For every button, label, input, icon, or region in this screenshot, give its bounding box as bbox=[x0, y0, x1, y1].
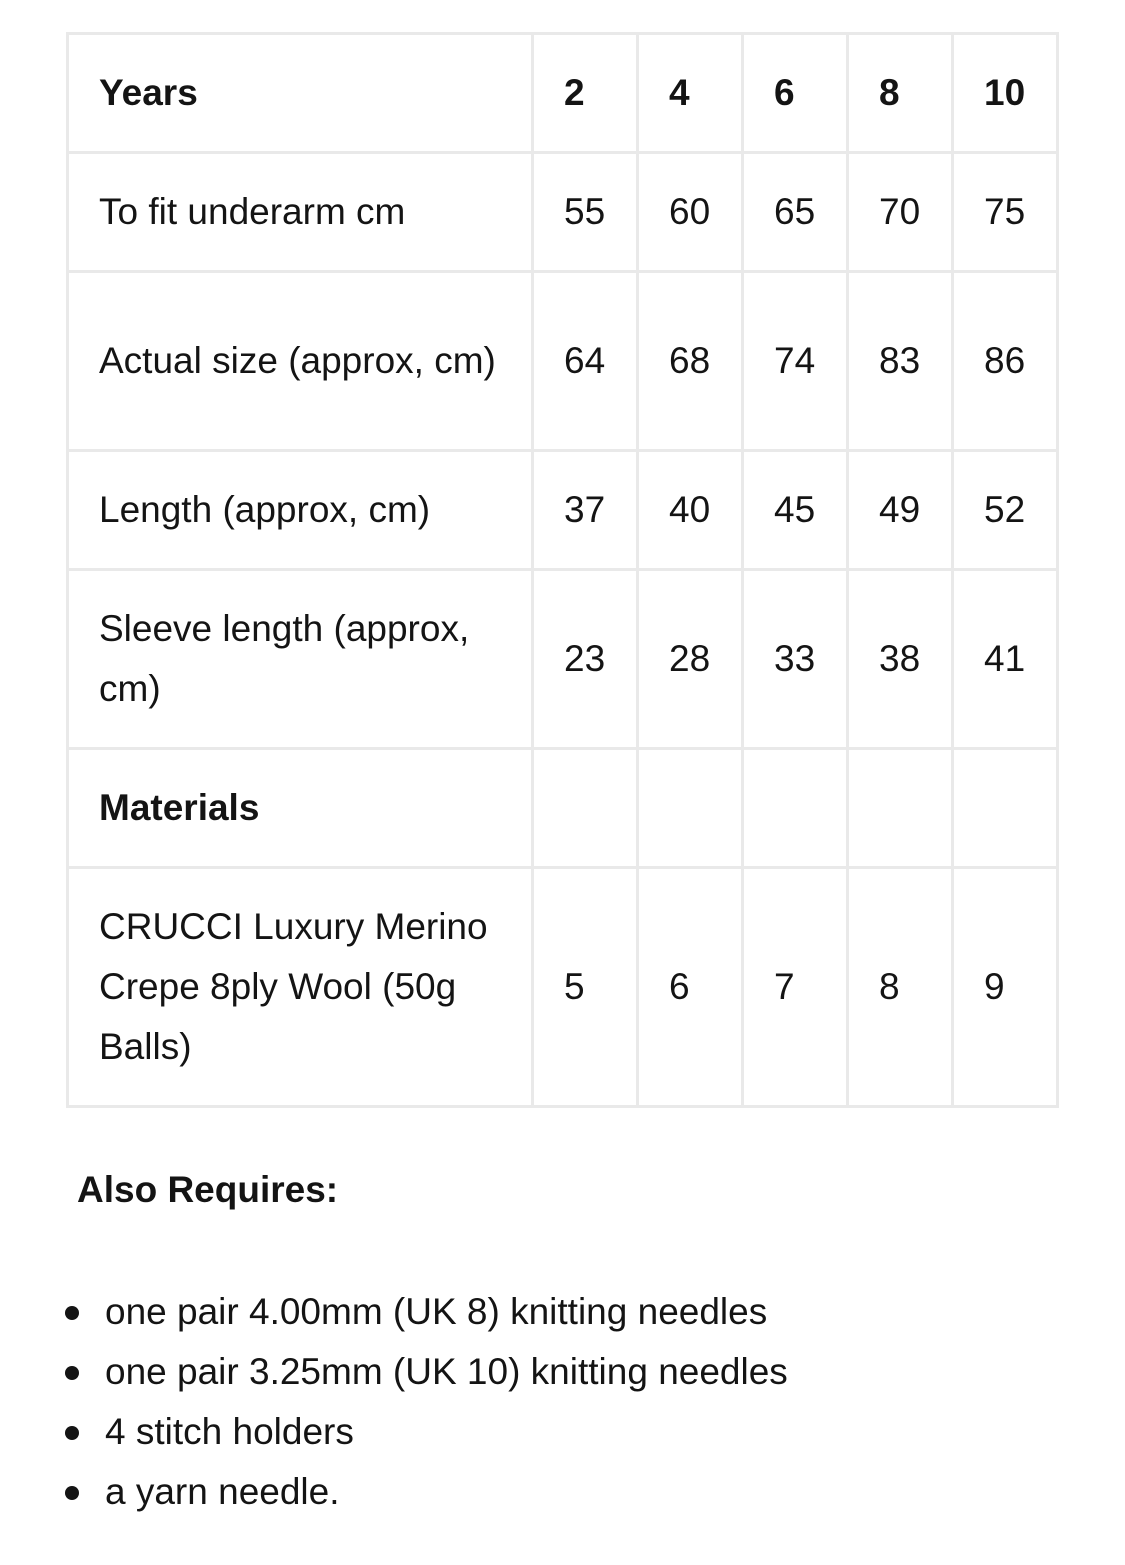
empty-cell bbox=[953, 749, 1058, 868]
cell-value: 60 bbox=[638, 153, 743, 272]
cell-value: 74 bbox=[743, 272, 848, 451]
table-row bbox=[68, 272, 1058, 451]
cell-value: 28 bbox=[638, 570, 743, 749]
size-header: 6 bbox=[743, 34, 848, 153]
requirements-list bbox=[0, 1282, 788, 1522]
ball-count: 5 bbox=[533, 868, 638, 1107]
cell-value: 41 bbox=[953, 570, 1058, 749]
bullet-icon bbox=[65, 1486, 79, 1500]
cell-value: 38 bbox=[848, 570, 953, 749]
cell-value: 70 bbox=[848, 153, 953, 272]
list-item bbox=[0, 1342, 788, 1402]
materials-row bbox=[68, 749, 1058, 868]
cell-value: 86 bbox=[953, 272, 1058, 451]
ball-count: 6 bbox=[638, 868, 743, 1107]
yarn-label: CRUCCI Luxury Merino Crepe 8ply Wool (50g Balls) bbox=[68, 868, 533, 1107]
materials-heading: Materials bbox=[68, 749, 533, 868]
cell-value: 37 bbox=[533, 451, 638, 570]
cell-value: 83 bbox=[848, 272, 953, 451]
row-label: Length (approx, cm) bbox=[68, 451, 533, 570]
empty-cell bbox=[638, 749, 743, 868]
cell-value: 49 bbox=[848, 451, 953, 570]
list-item bbox=[0, 1402, 788, 1462]
size-header: 8 bbox=[848, 34, 953, 153]
ball-count: 9 bbox=[953, 868, 1058, 1107]
cell-value: 45 bbox=[743, 451, 848, 570]
row-label: Sleeve length (approx, cm) bbox=[68, 570, 533, 749]
cell-value: 33 bbox=[743, 570, 848, 749]
size-table bbox=[66, 32, 1059, 1108]
empty-cell bbox=[743, 749, 848, 868]
list-item bbox=[0, 1282, 788, 1342]
list-item-text: one pair 3.25mm (UK 10) knitting needles bbox=[105, 1351, 788, 1392]
size-header: 10 bbox=[953, 34, 1058, 153]
bullet-icon bbox=[65, 1306, 79, 1320]
ball-count: 8 bbox=[848, 868, 953, 1107]
bullet-icon bbox=[65, 1366, 79, 1380]
size-header: 4 bbox=[638, 34, 743, 153]
cell-value: 23 bbox=[533, 570, 638, 749]
list-item-text: 4 stitch holders bbox=[105, 1411, 354, 1452]
list-item-text: a yarn needle. bbox=[105, 1471, 340, 1512]
cell-value: 65 bbox=[743, 153, 848, 272]
cell-value: 55 bbox=[533, 153, 638, 272]
row-label: Actual size (approx, cm) bbox=[68, 272, 533, 451]
table-row bbox=[68, 868, 1058, 1107]
cell-value: 75 bbox=[953, 153, 1058, 272]
table-header-row bbox=[68, 34, 1058, 153]
row-label: To fit underarm cm bbox=[68, 153, 533, 272]
table-row bbox=[68, 570, 1058, 749]
list-item-text: one pair 4.00mm (UK 8) knitting needles bbox=[105, 1291, 768, 1332]
table-row bbox=[68, 451, 1058, 570]
list-item bbox=[0, 1462, 788, 1522]
years-header: Years bbox=[68, 34, 533, 153]
cell-value: 68 bbox=[638, 272, 743, 451]
ball-count: 7 bbox=[743, 868, 848, 1107]
empty-cell bbox=[533, 749, 638, 868]
bullet-icon bbox=[65, 1426, 79, 1440]
empty-cell bbox=[848, 749, 953, 868]
cell-value: 52 bbox=[953, 451, 1058, 570]
also-requires-heading: Also Requires: bbox=[77, 1169, 339, 1210]
size-header: 2 bbox=[533, 34, 638, 153]
cell-value: 40 bbox=[638, 451, 743, 570]
table-row bbox=[68, 153, 1058, 272]
cell-value: 64 bbox=[533, 272, 638, 451]
